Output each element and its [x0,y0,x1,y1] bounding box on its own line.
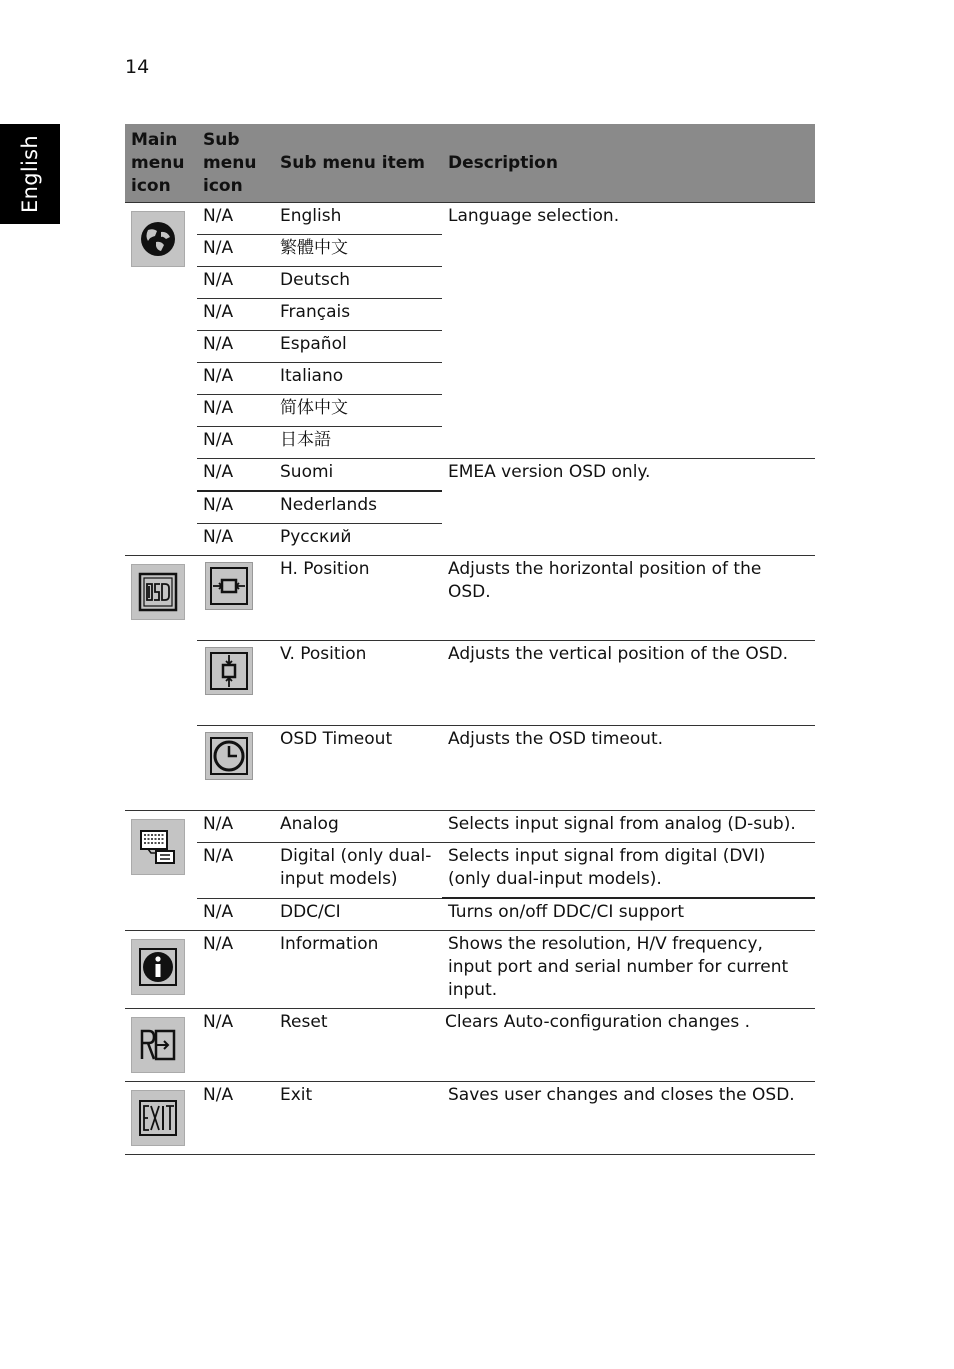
sub-item-cell: 简体中文 [274,395,442,427]
sub-item-cell: DDC/CI [274,898,442,931]
sub-item-cell: Italiano [274,363,442,395]
sub-item-cell: Exit [274,1082,442,1155]
table-header-row [125,124,815,203]
reset-icon [131,1017,185,1073]
h-position-icon [205,562,253,610]
sub-item-cell: Suomi [274,459,442,492]
sub-item-cell: Français [274,299,442,331]
table-row [125,843,815,899]
main-icon-cell [125,556,197,811]
sub-item-cell: Analog [274,811,442,843]
header-main-icon: Main menu icon [125,124,197,203]
sub-icon-cell: N/A [197,491,274,524]
description-cell: Language selection. [442,203,815,459]
sub-icon-cell: N/A [197,931,274,1009]
description-cell: Saves user changes and closes the OSD. [442,1082,815,1155]
main-icon-cell [125,811,197,931]
sub-item-cell: H. Position [274,556,442,641]
v-position-icon [205,647,253,695]
sub-icon-cell [197,556,274,641]
table-row [125,811,815,843]
table-row [125,1009,815,1082]
main-icon-cell [125,203,197,556]
globe-icon [131,211,185,267]
description-cell: Adjusts the vertical position of the OSD. [442,641,815,726]
description-cell: EMEA version OSD only. [442,459,815,556]
table-row [125,203,815,235]
input-signal-icon [131,819,185,875]
description-cell: Turns on/off DDC/CI support [442,898,815,931]
sub-icon-cell: N/A [197,843,274,899]
table-row [125,1082,815,1155]
sub-icon-cell: N/A [197,203,274,235]
sub-item-cell: V. Position [274,641,442,726]
header-sub-item: Sub menu item [274,124,442,203]
table-row [125,898,815,931]
osd-menu-table [125,124,815,1155]
sub-item-cell: OSD Timeout [274,726,442,811]
description-cell: Selects input signal from digital (DVI) (only dual-input models). [442,843,815,899]
sub-icon-cell: N/A [197,427,274,459]
sub-item-cell: 繁體中文 [274,235,442,267]
exit-icon [131,1090,185,1146]
table-row [125,556,815,641]
main-icon-cell [125,1009,197,1082]
osd-icon [131,564,185,620]
sub-item-cell: 日本語 [274,427,442,459]
description-cell: Adjusts the OSD timeout. [442,726,815,811]
sub-item-cell: English [274,203,442,235]
sub-icon-cell: N/A [197,299,274,331]
header-sub-icon: Sub menu icon [197,124,274,203]
sub-icon-cell: N/A [197,235,274,267]
table-row [125,641,815,726]
sub-icon-cell: N/A [197,1082,274,1155]
description-cell: Selects input signal from analog (D-sub). [442,811,815,843]
header-description: Description [442,124,815,203]
sub-icon-cell: N/A [197,395,274,427]
sub-item-cell: Digital (only dual-input models) [274,843,442,899]
table-row [125,931,815,1009]
sub-icon-cell [197,726,274,811]
sub-icon-cell: N/A [197,1009,274,1082]
description-cell: Clears Auto-configuration changes . [442,1009,815,1082]
table-row [125,726,815,811]
page-number: 14 [125,56,150,78]
description-cell: Shows the resolution, H/V frequency, input port and serial number for current input. [442,931,815,1009]
sub-item-cell: Español [274,331,442,363]
clock-icon [205,732,253,780]
sub-icon-cell: N/A [197,459,274,492]
sub-icon-cell: N/A [197,811,274,843]
sub-icon-cell: N/A [197,363,274,395]
language-side-tab [0,124,60,224]
sub-icon-cell: N/A [197,524,274,556]
table-row [125,459,815,492]
sub-item-cell: Русский [274,524,442,556]
sub-item-cell: Deutsch [274,267,442,299]
sub-icon-cell [197,641,274,726]
sub-item-cell: Information [274,931,442,1009]
side-tab-label: English [18,135,42,213]
sub-icon-cell: N/A [197,898,274,931]
description-cell: Adjusts the horizontal position of the OSD. [442,556,815,641]
sub-icon-cell: N/A [197,331,274,363]
sub-icon-cell: N/A [197,267,274,299]
sub-item-cell: Nederlands [274,491,442,524]
sub-item-cell: Reset [274,1009,442,1082]
info-icon [131,939,185,995]
main-icon-cell [125,931,197,1009]
main-icon-cell [125,1082,197,1155]
